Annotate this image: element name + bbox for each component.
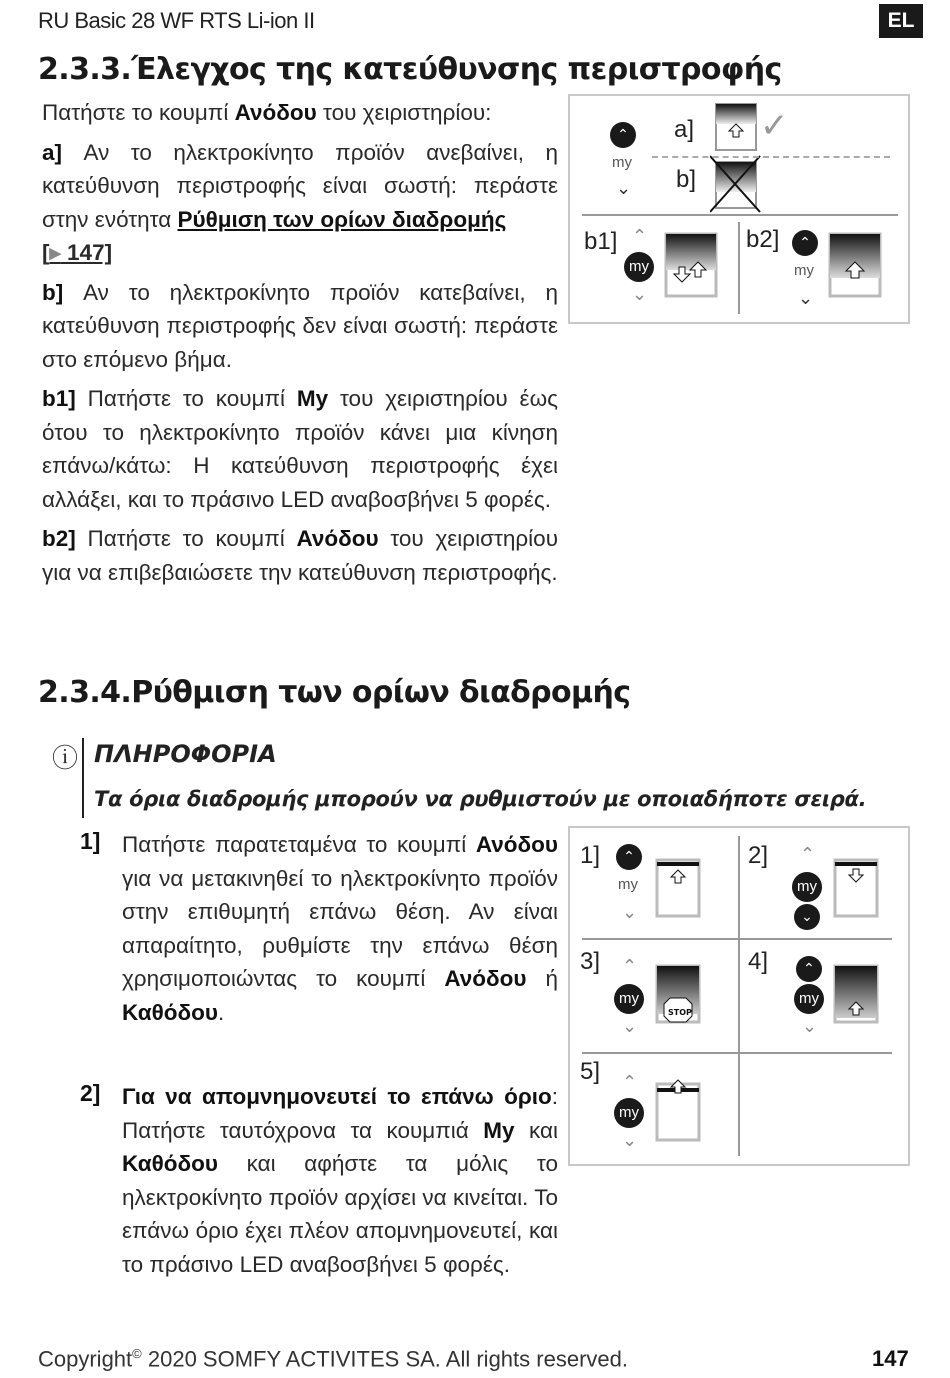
fig-step5-label: 5] <box>580 1058 601 1085</box>
section-heading-limits: 2.3.4.Ρύθμιση των ορίων διαδρομής <box>38 675 631 710</box>
section1-body <box>42 96 558 595</box>
my-label: my <box>618 876 638 893</box>
chevron-down-icon: ⌄ <box>622 1130 638 1151</box>
chevron-up-icon: ⌃ <box>622 956 638 977</box>
blind-up-icon <box>832 964 882 1026</box>
my-button-icon: my <box>792 872 822 902</box>
my-button-icon: my <box>614 1098 644 1128</box>
chevron-down-icon: ⌄ <box>622 1016 638 1037</box>
info-icon: ⓘ <box>52 744 79 774</box>
blind-up-icon <box>654 858 704 920</box>
my-button-icon: my <box>794 984 824 1014</box>
step-a-label: a] <box>42 139 63 165</box>
up-button-icon: ⌃ <box>610 122 636 148</box>
step-b2-paragraph: b2] Πατήστε το κουμπί Ανόδου του χειριστηρίου για να επιβεβαιώσετε την κατεύθυνση περιστροφής. <box>42 526 558 585</box>
chevron-down-icon: ⌄ <box>632 284 648 305</box>
up-button-icon: ⌃ <box>796 956 822 982</box>
chevron-down-icon: ⌄ <box>802 1016 818 1037</box>
divider <box>738 222 740 314</box>
check-icon: ✓ <box>760 106 789 146</box>
chevron-down-icon: ⌄ <box>616 178 632 199</box>
step-b2-label: b2] <box>42 526 76 551</box>
limits-section-link[interactable]: Ρύθμιση των ορίων διαδρομής <box>177 206 507 232</box>
down-button-icon: ⌄ <box>794 904 820 930</box>
chevron-up-icon: ⌃ <box>632 226 648 247</box>
step-a-paragraph: a] Αν το ηλεκτροκίνητο προϊόν ανεβαίνει, η κατεύθυνση περιστροφής είναι σωστή: περάστε στην ενότητα Ρύθμιση των ορίων διαδρομής [▸ 147] <box>42 139 558 265</box>
copyright-notice: Copyright© 2020 SOMFY ACTIVITES SA. All rights reserved. <box>38 1346 628 1372</box>
fig-step1-label: 1] <box>580 842 601 869</box>
chevron-down-icon: ⌄ <box>622 902 638 923</box>
fig-step3-label: 3] <box>580 948 601 975</box>
page-number: 147 <box>872 1346 909 1371</box>
section-heading-rotation: 2.3.3.Έλεγχος της κατεύθυνσης περιστροφής <box>38 52 782 87</box>
divider <box>582 214 898 216</box>
page-ref-link[interactable]: [▸ 147] <box>42 240 113 265</box>
divider <box>582 938 892 940</box>
chevron-up-icon: ⌃ <box>622 1072 638 1093</box>
my-label: my <box>794 262 814 279</box>
fig-label-b: b] <box>676 166 697 193</box>
document-header-title: RU Basic 28 WF RTS Li-ion II <box>38 8 315 33</box>
step2-label: 2] <box>80 1080 101 1106</box>
fig-step4-label: 4] <box>748 948 769 975</box>
my-button-icon: my <box>614 984 644 1014</box>
step1-paragraph: Πατήστε παρατεταμένα το κουμπί Ανόδου για να μετακινηθεί το ηλεκτροκίνητο προϊόν στην επιθυμητή επάνω θέση. Αν είναι απαραίτητο, ρυθμίστε την επάνω θέση χρησιμοποιώντας το κουμπί Ανόδου ή Καθόδου. <box>122 832 558 1025</box>
up-button-icon: ⌃ <box>616 844 642 870</box>
step-b1-paragraph: b1] Πατήστε το κουμπί My του χειριστηρίου έως ότου το ηλεκτροκίνητο προϊόν κάνει μια κίνηση επάνω/κάτω: Η κατεύθυνση περιστροφής έχει αλλάξει, και το πράσινο LED αναβοσβήνει 5 φορές. <box>42 386 559 512</box>
dashed-divider <box>652 156 890 158</box>
fig-label-b2: b2] <box>746 226 780 253</box>
divider <box>582 1052 892 1054</box>
step2-paragraph: Για να απομνημονευτεί το επάνω όριο: Πατήστε ταυτόχρονα τα κουμπιά My και Καθόδου και αφήστε τα μόλις το ηλεκτροκίνητο προϊόν αρχίσει να κινείται. Το επάνω όριο έχει πλέον απομνημονευτεί, και το πράσινο LED αναβοσβήνει 5 φορές. <box>122 1084 558 1277</box>
info-text: Τα όρια διαδρομής μπορούν να ρυθμιστούν με οποιαδήποτε σειρά. <box>94 787 867 811</box>
divider <box>738 836 740 1156</box>
step-b-label: b] <box>42 279 64 305</box>
blind-down-icon <box>832 858 882 920</box>
page-arrow-icon: ▸ <box>49 240 61 265</box>
rotation-figure <box>568 94 910 324</box>
fig-label-a: a] <box>674 116 695 143</box>
intro-paragraph: Πατήστε το κουμπί Ανόδου του χειριστηρίου: <box>42 100 492 125</box>
stop-sign-label: STOP <box>668 1008 692 1017</box>
chevron-up-icon: ⌃ <box>800 844 816 865</box>
chevron-down-icon: ⌄ <box>798 288 814 309</box>
blind-memorize-up-icon <box>654 1078 704 1144</box>
fig-step2-label: 2] <box>748 842 769 869</box>
language-badge: EL <box>879 4 923 38</box>
up-button-icon: ⌃ <box>792 230 818 256</box>
info-title: ΠΛΗΡΟΦΟΡΙΑ <box>94 740 277 768</box>
fig-label-b1: b1] <box>584 228 618 255</box>
blind-up-down-icon <box>662 232 722 302</box>
step-b-paragraph: b] Αν το ηλεκτροκίνητο προϊόν κατεβαίνει, η κατεύθυνση περιστροφής δεν είναι σωστή: περάστε στο επόμενο βήμα. <box>42 279 558 372</box>
info-bar <box>82 738 84 818</box>
my-label: my <box>612 154 632 171</box>
step-b1-label: b1] <box>42 386 76 411</box>
my-button-icon: my <box>624 252 654 282</box>
step1-label: 1] <box>80 828 101 854</box>
limits-figure <box>568 826 910 1166</box>
blind-up-icon <box>826 232 886 302</box>
